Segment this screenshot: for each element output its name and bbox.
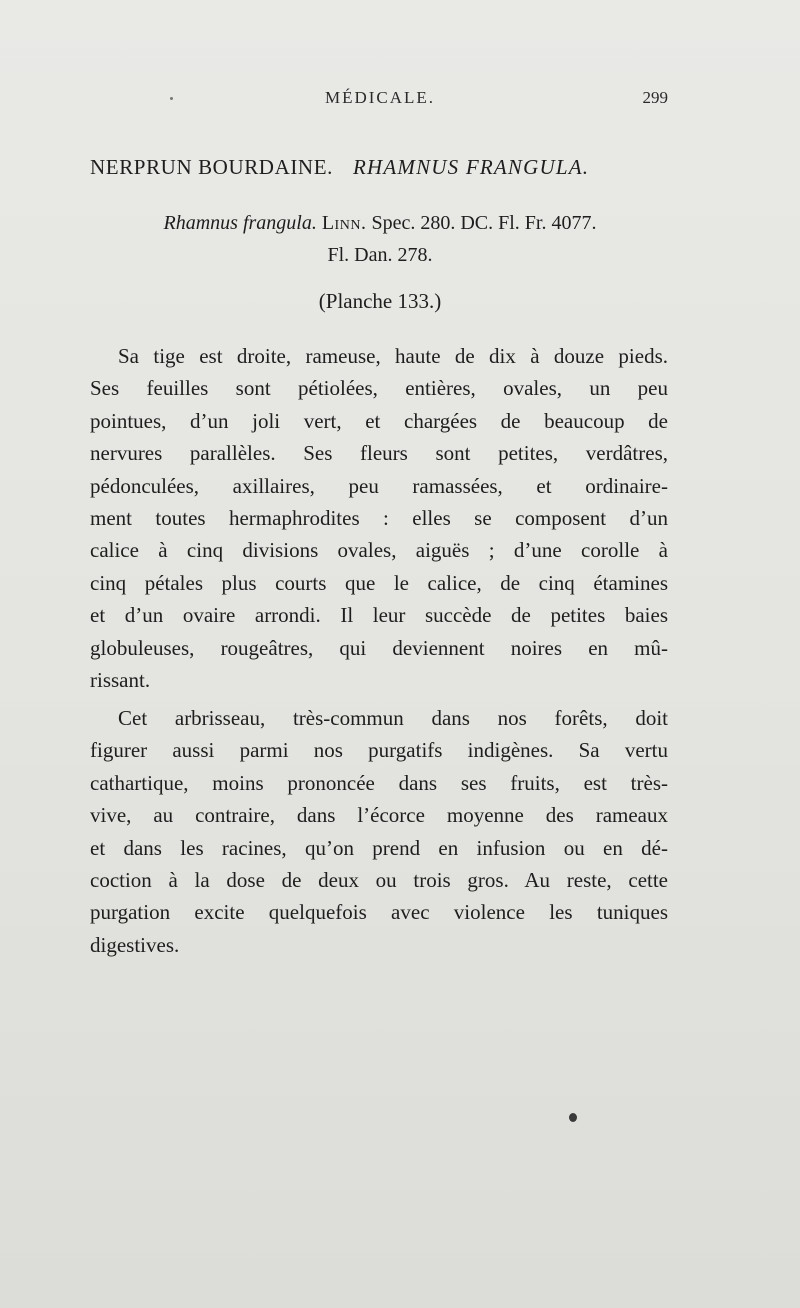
heading-latin-name: RHAMNUS FRANGULA.: [352, 155, 590, 179]
reference-line-1: [90, 207, 670, 239]
ink-speck: [569, 1113, 577, 1122]
text-line: cathartique, moins prononcée dans ses fruits, est très-: [90, 770, 668, 795]
running-title: MÉDICALE.: [324, 88, 436, 107]
heading-french-name: NERPRUN BOURDAINE.: [90, 155, 333, 179]
text-line: et dans les racines, qu’on prend en infusion ou en dé-: [90, 835, 668, 860]
text-line: vive, au contraire, dans l’écorce moyenne des rameaux: [90, 803, 668, 828]
entry-heading: [90, 155, 690, 180]
text-line: Ses feuilles sont pétiolées, entières, ovales, un peu: [90, 376, 668, 401]
text-line: figurer aussi parmi nos purgatifs indigènes. Sa vertu: [90, 738, 668, 763]
reference-author: Linn.: [321, 212, 367, 234]
reference-citations: Spec. 280. DC. Fl. Fr. 4077.: [371, 212, 597, 234]
reference-latin-name: Rhamnus frangula.: [163, 212, 317, 234]
text-line: purgation excite quelquefois avec violence les tuniques: [90, 900, 668, 925]
text-line: ment toutes hermaphrodites : elles se composent d’un: [90, 506, 668, 531]
text-line: rissant.: [90, 668, 151, 693]
text-line: cinq pétales plus courts que le calice, de cinq étamines: [90, 570, 668, 595]
text-line: Sa tige est droite, rameuse, haute de dix à douze pieds.: [118, 344, 668, 368]
running-head: [0, 88, 800, 118]
text-line: digestives.: [90, 932, 180, 957]
text-line: pédonculées, axillaires, peu ramassées, et ordinaire-: [90, 473, 668, 498]
text-line: calice à cinq divisions ovales, aiguës ; d’une corolle à: [90, 538, 668, 563]
text-line: coction à la dose de deux ou trois gros. Au reste, cette: [90, 868, 668, 893]
text-line: globuleuses, rougeâtres, qui deviennent noires en mû-: [90, 635, 668, 660]
botanical-reference: [90, 207, 670, 271]
text-line: nervures parallèles. Ses fleurs sont petites, verdâtres,: [90, 441, 668, 466]
reference-line-2: Fl. Dan. 278.: [327, 244, 433, 266]
text-line: Cet arbrisseau, très-commun dans nos forêts, doit: [118, 706, 668, 730]
plate-reference: (Planche 133.): [318, 289, 442, 313]
description-paragraph: [90, 340, 668, 696]
medical-use-paragraph: [90, 702, 668, 961]
ink-speck: [170, 97, 173, 100]
text-line: et d’un ovaire arrondi. Il leur succède de petites baies: [90, 603, 668, 628]
page-number: 299: [642, 88, 668, 107]
text-line: pointues, d’un joli vert, et chargées de beaucoup de: [90, 408, 668, 433]
